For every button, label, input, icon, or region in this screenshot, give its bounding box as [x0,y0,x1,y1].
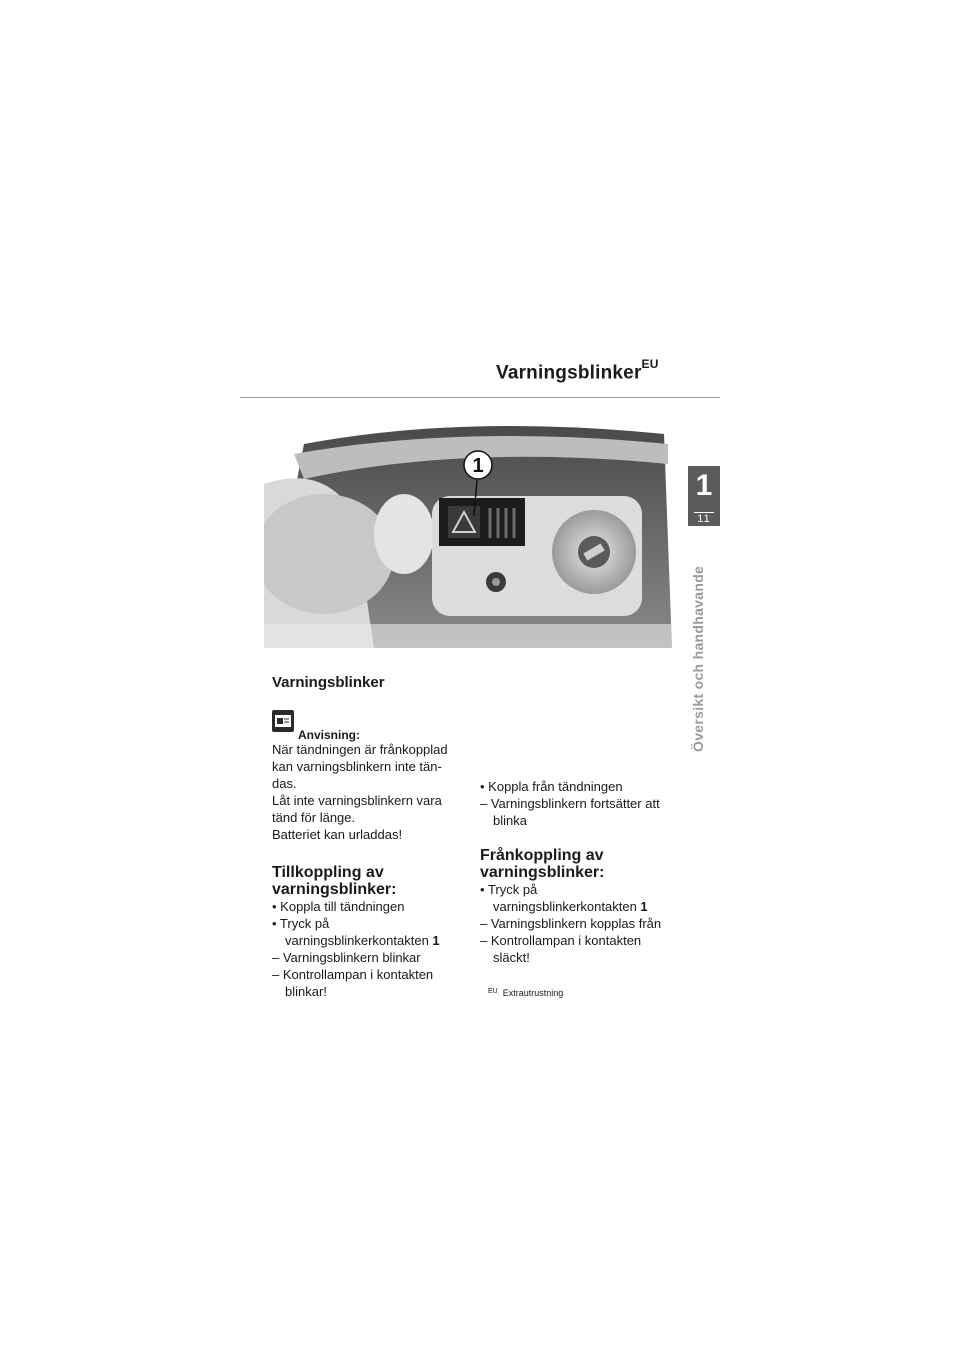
step-item: – Kontrollampan i kontakten [272,967,434,982]
dashboard-photo [264,424,672,648]
step-item: – Varningsblinkern kopplas från [480,916,662,931]
step-item: – Varningsblinkern fortsätter att [480,796,660,811]
note-text [272,741,472,843]
off-steps [480,881,690,966]
note-line: das. [272,776,297,791]
step-item: – Varningsblinkern blinkar [272,950,421,965]
chapter-tab [688,466,720,526]
footnote [488,988,563,998]
step-ref: 1 [640,899,648,914]
step-item: • Tryck på [480,882,538,897]
step-item-cont: blinkar! [285,984,327,999]
header-rule [240,397,720,398]
chapter-number: 1 [695,469,713,502]
off-heading [480,847,604,881]
note-line: Batteriet kan urladdas! [272,827,403,842]
note-line: tänd för länge. [272,810,356,825]
off-heading-line: varningsblinker: [480,864,605,881]
page-number: 11 [697,513,711,525]
figure-callout: 1 [472,455,484,477]
step-item-cont: släckt! [493,950,530,965]
chapter-side-label: Översikt och handhavande [690,565,706,752]
step-item-text: varningsblinkerkontakten [285,933,433,948]
step-item-text: varningsblinkerkontakten [493,899,641,914]
on-steps [272,898,472,1000]
on-heading-line: varningsblinker: [272,881,397,898]
footnote-text: Extrautrustning [502,988,564,998]
step-item: • Tryck på [272,916,330,931]
on-heading-line: Tillkoppling av [272,864,384,881]
on-heading [272,864,396,898]
page-title-superscript: EU [641,357,659,371]
off-heading-line: Frånkoppling av [480,847,604,864]
note-icon [272,710,294,732]
step-item-cont: blinka [493,813,527,828]
page-title-text: Varningsblinker [496,362,642,384]
step-item-cont [272,932,472,949]
step-item: – Kontrollampan i kontakten [480,933,642,948]
note-label: Anvisning: [298,728,360,742]
section-heading: Varningsblinker [272,674,385,691]
step-item: • Koppla till tändningen [272,899,405,914]
note-line: Låt inte varningsblinkern vara [272,793,442,808]
note-line: kan varningsblinkern inte tän- [272,759,442,774]
note-line: När tändningen är frånkopplad [272,742,448,757]
page-title [496,357,659,384]
footnote-mark: EU [488,988,498,995]
step-item: • Koppla från tändningen [480,779,623,794]
step-item-cont [480,898,690,915]
step-ref: 1 [432,933,440,948]
right-steps-top [480,778,690,829]
